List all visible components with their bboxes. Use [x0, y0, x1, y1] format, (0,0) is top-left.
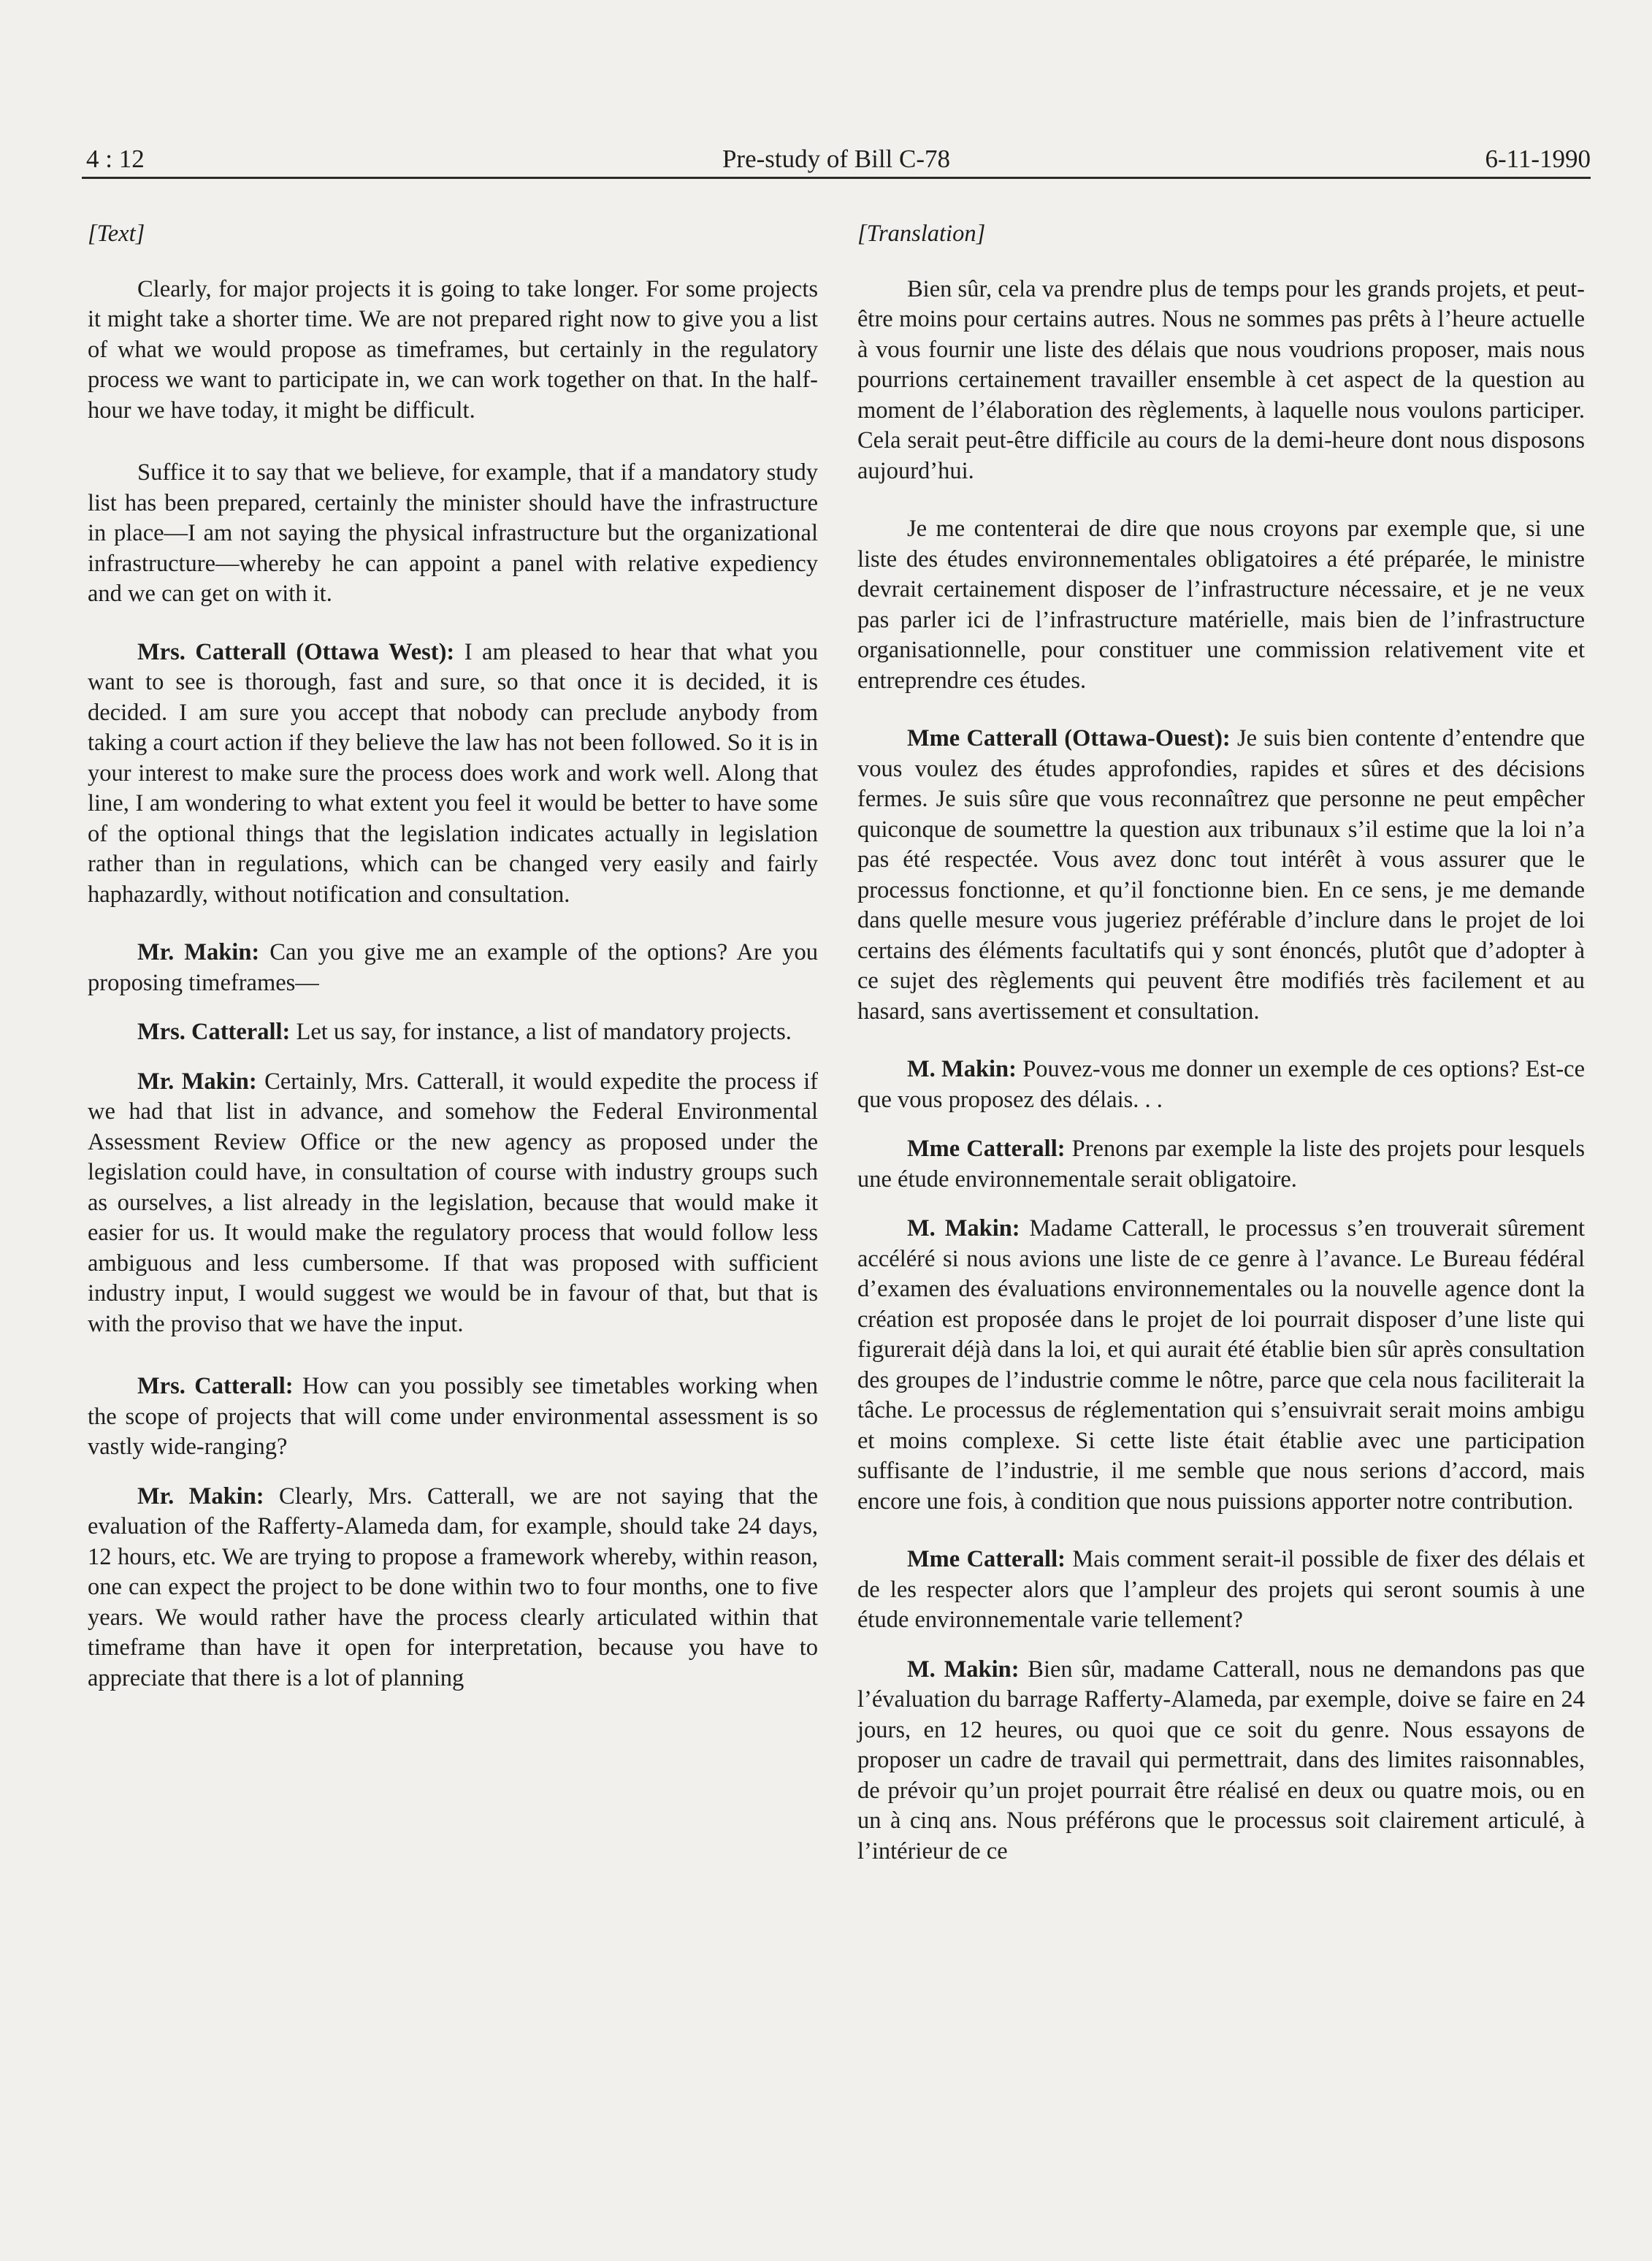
speaker-name: Mrs. Catterall: — [137, 1019, 291, 1045]
speaker-paragraph — [857, 1214, 1585, 1517]
paragraph: Clearly, for major projects it is going to take longer. For some projects it might take a shorter time. We are not prepared right now to give you a list of what we would propose as timeframes, but certainly in the regulatory process we want to participate in, we can work together on that. In the half-hour we have today, it might be difficult. — [88, 275, 818, 424]
tag-close: ] — [976, 221, 986, 247]
tag-open: [ — [857, 221, 867, 247]
speech-text: Madame Catterall, le processus s’en trouverait sûrement accéléré si nous avions une liste de ce genre à l’avance. Le Bureau fédéral d’examen des évaluations environnementales ou la nouvelle agence dont la création est proposée dans le projet de loi pourrait disposer d’une liste qui figurerait déjà dans la loi, et qui aurait été établie bien sûr après consultation des groupes de l’industrie comme le nôtre, parce que cela nous faciliterait la tâche. Le processus de réglementation qui s’ensuivrait serait moins ambigu et moins complexe. Si cette liste était établie avec une participation suffisante de l’industrie, il me semble que nous serions d’accord, mais encore une fois, à condition que nous puissions apporter notre contribution. — [857, 1215, 1585, 1515]
speaker-name: Mrs. Catterall (Ottawa West): — [137, 638, 455, 665]
speech-text: Let us say, for instance, a list of mandatory projects. — [290, 1019, 792, 1045]
speaker-name: Mr. Makin: — [137, 1483, 264, 1510]
speech-text: Certainly, Mrs. Catterall, it would expedite the process if we had that list in advance, and somehow the Federal Environmental Assessment Review Office or the new agency as proposed under the legislation could have, in consultation of course with industry groups such as ourselves, a list already in the legislation, because that would make it easier for us. It would make the regulatory process that would follow less ambiguous and less cumbersome. If that was proposed with sufficient industry input, I would suggest we would be in favour of that, but that is with the proviso that we have the input. — [88, 1068, 818, 1337]
text-tag — [88, 219, 818, 250]
speech-text: Mais comment serait-il possible de fixer des délais et de les respecter alors que l’ampleur des projets qui seront soumis à une étude environnementale varie tellement? — [857, 1546, 1585, 1633]
speaker-name: M. Makin: — [907, 1215, 1020, 1242]
speaker-paragraph — [88, 1017, 818, 1048]
translation-tag — [857, 219, 1585, 250]
paragraph: Suffice it to say that we believe, for example, that if a mandatory study list has been prepared, certainly the minister should have the infrastructure in place—I am not saying the physical infrastructure but the organizational infrastructure—whereby he can appoint a panel with relative expediency and we can get on with it. — [88, 459, 818, 607]
speaker-name: Mme Catterall: — [907, 1136, 1066, 1162]
speaker-paragraph — [857, 724, 1585, 1027]
english-column — [88, 219, 818, 1694]
speaker-paragraph — [88, 1482, 818, 1694]
page-number: 4 : 12 — [86, 145, 145, 173]
speech-text: Clearly, Mrs. Catterall, we are not saying that the evaluation of the Rafferty-Alameda dam, for example, should take 24 days, 12 hours, etc. We are trying to propose a framework whereby, within reason, one can expect the project to be done within two to four months, one to five years. We would rather have the process clearly articulated within that timeframe than have it open for interpretation, because you have to appreciate that there is a lot of planning — [88, 1483, 819, 1691]
speaker-name: Mme Catterall (Ottawa-Ouest): — [907, 725, 1231, 751]
running-header — [82, 145, 1591, 179]
speaker-name: M. Makin: — [907, 1656, 1020, 1683]
paragraph: Bien sûr, cela va prendre plus de temps pour les grands projets, et peut-être moins pour certains autres. Nous ne sommes pas prêts à l’heure actuelle à vous fournir une liste des délais que nous voudrions proposer, mais nous pourrions certainement travailler ensemble à cet aspect de la question au moment de l’élaboration des règlements, à laquelle nous voulons participer. Cela serait peut-être difficile au cours de la demi-heure dont nous disposons aujourd’hui. — [857, 275, 1585, 484]
speech-text: How can you possibly see timetables working when the scope of projects that will come under environmental assessment is so vastly wide-ranging? — [88, 1373, 818, 1460]
tag-label: Text — [96, 221, 136, 247]
speaker-name: Mrs. Catterall: — [137, 1373, 294, 1399]
tag-open: [ — [88, 221, 97, 247]
paragraph: Je me contenterai de dire que nous croyons par exemple que, si une liste des études environnementales obligatoires a été préparée, le ministre devrait certainement disposer de l’infrastructure nécessaire, et je ne veux pas parler ici de l’infrastructure matérielle, mais bien de l’infrastructure organisationnelle, pour constituer une commission relativement vite et entreprendre ces études. — [857, 516, 1585, 694]
speaker-paragraph — [857, 1655, 1585, 1867]
speaker-name: Mr. Makin: — [137, 1068, 257, 1095]
speech-text: Je suis bien contente d’entendre que vous voulez des études approfondies, rapides et sûres et des décisions fermes. Je suis sûre que vous reconnaîtrez que personne ne peut empêcher quiconque de soumettre la question aux tribunaux s’il estime que la loi n’a pas été respectée. Vous avez donc tout intérêt à vous assurer que le processus fonctionne, et qu’il fonctionne bien. En ce sens, je me demande dans quelle mesure vous jugeriez préférable d’inclure dans le projet de loi certains des éléments facultatifs qui y sont énoncés, plutôt que d’adopter à ce sujet des règlements qui peuvent être modifiés très facilement et au hasard, sans avertissement et consultation. — [857, 725, 1586, 1025]
tag-label: Translation — [866, 221, 976, 247]
speaker-paragraph — [857, 1055, 1585, 1115]
document-date: 6-11-1990 — [1485, 145, 1591, 173]
speech-text: Can you give me an example of the options? Are you proposing timeframes— — [88, 939, 818, 996]
speaker-paragraph — [857, 1545, 1585, 1636]
speaker-paragraph — [88, 1067, 818, 1340]
speaker-paragraph — [857, 1134, 1585, 1195]
speaker-paragraph — [88, 638, 818, 911]
speech-text: Pouvez-vous me donner un exemple de ces options? Est-ce que vous proposez des délais. . . — [857, 1056, 1585, 1113]
speaker-paragraph — [88, 1371, 818, 1463]
speaker-name: Mme Catterall: — [907, 1546, 1066, 1572]
document-title: Pre-study of Bill C-78 — [722, 145, 951, 173]
speech-text: Bien sûr, madame Catterall, nous ne demandons pas que l’évaluation du barrage Rafferty-Alameda, par exemple, doive se faire en 24 jours, en 12 heures, ou quoi que ce soit du genre. Nous essayons de proposer un cadre de travail qui permettrait, dans des limites raisonnables, de prévoir qu’un projet pourrait être réalisé en deux ou quatre mois, ou en un à cinq ans. Nous préférons que le processus soit clairement articulé, à l’intérieur de ce — [857, 1656, 1585, 1864]
speech-text: Prenons par exemple la liste des projets pour lesquels une étude environnementale serait obligatoire. — [857, 1136, 1585, 1193]
french-column — [857, 219, 1585, 1867]
speaker-name: Mr. Makin: — [137, 939, 260, 965]
speaker-name: M. Makin: — [907, 1056, 1017, 1082]
speech-text: I am pleased to hear that what you want to see is thorough, fast and sure, so that once it is decided, it is decided. I am sure you accept that nobody can preclude anybody from taking a court action if they believe the law has not been followed. So it is in your interest to make sure the process does work and work well. Along that line, I am wondering to what extent you feel it would be better to have some of the optional things that the legislation indicates actually in legislation rather than in regulations, which can be changed very easily and fairly haphazardly, without notification and consultation. — [88, 638, 819, 908]
speaker-paragraph — [88, 938, 818, 998]
tag-close: ] — [135, 221, 145, 247]
